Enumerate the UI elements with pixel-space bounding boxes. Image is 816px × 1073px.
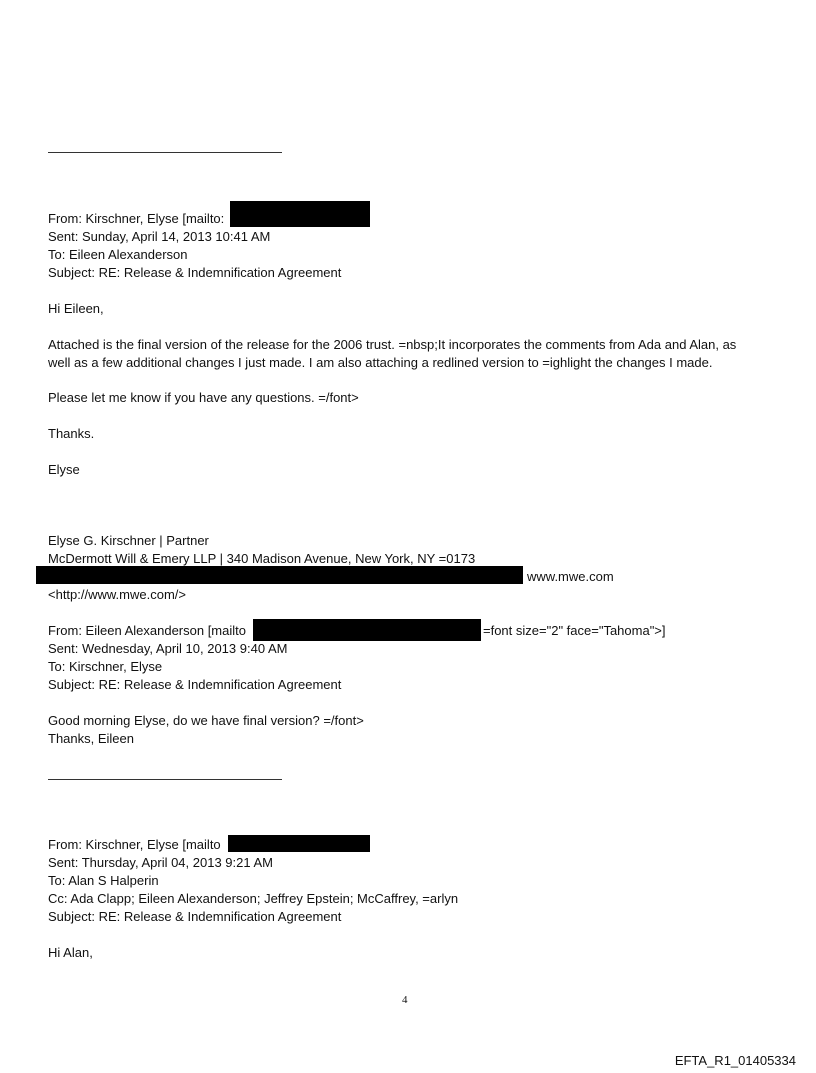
page-number: 4 bbox=[402, 994, 408, 1006]
redaction-box bbox=[253, 619, 481, 641]
separator-rule-1 bbox=[48, 152, 282, 153]
email3-subject: Subject: RE: Release & Indemnification Agreement bbox=[48, 909, 342, 924]
email1-from: From: Kirschner, Elyse [mailto: bbox=[48, 211, 225, 226]
document-id: EFTA_R1_01405334 bbox=[674, 1053, 796, 1068]
email1-body-line: Attached is the final version of the release for the 2006 trust. =nbsp;It incorporates the comments from Ada and Alan, as bbox=[48, 337, 737, 352]
email1-to: To: Eileen Alexanderson bbox=[48, 247, 188, 262]
email1-greeting: Hi Eileen, bbox=[48, 301, 104, 316]
email3-from: From: Kirschner, Elyse [mailto bbox=[48, 837, 221, 852]
email2-from: From: Eileen Alexanderson [mailto bbox=[48, 623, 246, 638]
redaction-box bbox=[228, 835, 370, 852]
email2-subject: Subject: RE: Release & Indemnification Agreement bbox=[48, 677, 342, 692]
email2-from-tail: =font size="2" face="Tahoma">] bbox=[483, 623, 666, 638]
separator-rule-2 bbox=[48, 779, 282, 780]
email3-sent: Sent: Thursday, April 04, 2013 9:21 AM bbox=[48, 855, 273, 870]
redaction-box bbox=[36, 566, 523, 584]
signature-firm: McDermott Will & Emery LLP | 340 Madison Avenue, New York, NY =0173 bbox=[48, 551, 476, 566]
redaction-box bbox=[230, 201, 370, 227]
signature-name: Elyse G. Kirschner | Partner bbox=[48, 533, 209, 548]
email3-cc: Cc: Ada Clapp; Eileen Alexanderson; Jeffrey Epstein; McCaffrey, =arlyn bbox=[48, 891, 459, 906]
email1-subject: Subject: RE: Release & Indemnification Agreement bbox=[48, 265, 342, 280]
email2-sent: Sent: Wednesday, April 10, 2013 9:40 AM bbox=[48, 641, 288, 656]
email1-sent: Sent: Sunday, April 14, 2013 10:41 AM bbox=[48, 229, 271, 244]
signature-website: www.mwe.com bbox=[527, 569, 614, 584]
email1-thanks: Thanks. bbox=[48, 426, 95, 441]
email3-greeting: Hi Alan, bbox=[48, 945, 93, 960]
email1-body-line: well as a few additional changes I just made. I am also attaching a redlined version to =ighlight the changes I made. bbox=[48, 355, 713, 370]
email3-to: To: Alan S Halperin bbox=[48, 873, 159, 888]
signature-url: <http://www.mwe.com/> bbox=[48, 587, 186, 602]
email1-body-line: Please let me know if you have any questions. =/font> bbox=[48, 390, 359, 405]
email2-body: Good morning Elyse, do we have final version? =/font> bbox=[48, 713, 364, 728]
email1-signoff: Elyse bbox=[48, 462, 80, 477]
email2-thanks: Thanks, Eileen bbox=[48, 731, 134, 746]
email2-to: To: Kirschner, Elyse bbox=[48, 659, 163, 674]
